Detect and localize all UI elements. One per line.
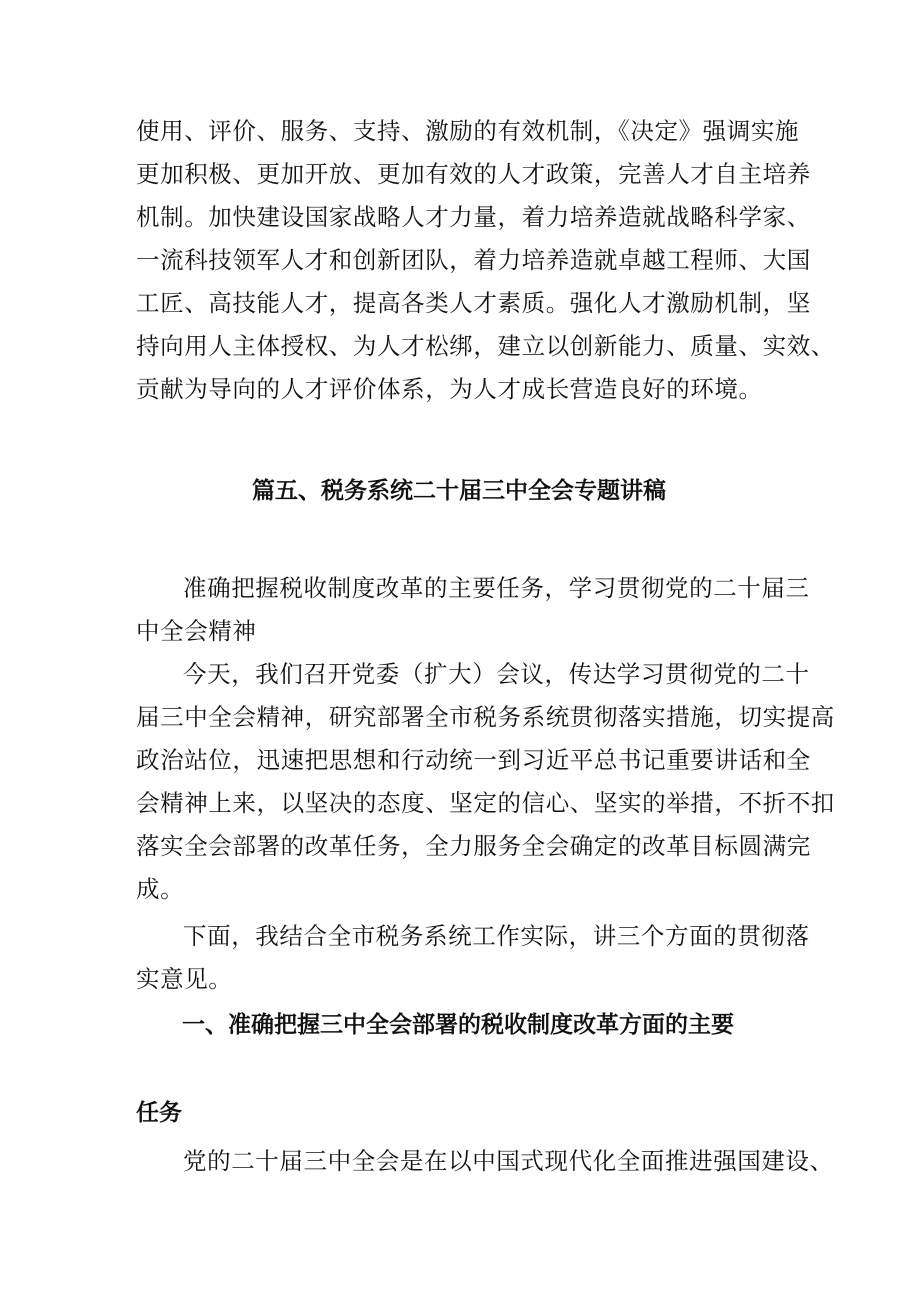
para1-line-1: 使用、评价、服务、支持、激励的有效机制，《决定》强调实施 [136, 117, 800, 145]
subtitle-line-2: 中全会精神 [136, 617, 257, 645]
para2-line-5: 落实全会部署的改革任务，全力服务全会确定的改革目标圆满完 [136, 832, 811, 860]
heading-1-line-1: 一、准确把握三中全会部署的税收制度改革方面的主要 [182, 1012, 734, 1038]
para1-line-6: 持向用人主体授权、为人才松绑，建立以创新能力、质量、实效、 [136, 332, 835, 360]
para2-line-2: 届三中全会精神，研究部署全市税务系统贯彻落实措施，切实提高 [136, 703, 835, 731]
para2-line-3: 政治站位，迅速把思想和行动统一到习近平总书记重要讲话和全 [136, 746, 811, 774]
para2-line-4: 会精神上来，以坚决的态度、坚定的信心、坚实的举措，不折不扣 [136, 789, 835, 817]
para1-line-3: 机制。加快建设国家战略人才力量，着力培养造就战略科学家、 [136, 203, 811, 231]
para2-line-1: 今天，我们召开党委（扩大）会议，传达学习贯彻党的二十 [183, 660, 810, 688]
heading-1-line-2: 任务 [136, 1100, 182, 1126]
para1-line-4: 一流科技领军人才和创新团队，着力培养造就卓越工程师、大国 [136, 246, 811, 274]
para2-line-6: 成。 [136, 875, 185, 903]
para1-line-2: 更加积极、更加开放、更加有效的人才政策，完善人才自主培养 [136, 160, 811, 188]
subtitle-line-1: 准确把握税收制度改革的主要任务，学习贯彻党的二十届三 [183, 574, 810, 602]
para1-line-5: 工匠、高技能人才，提高各类人才素质。强化人才激励机制，坚 [136, 289, 811, 317]
para1-line-7: 贡献为导向的人才评价体系，为人才成长营造良好的环境。 [136, 375, 763, 403]
section-title: 篇五、税务系统二十届三中全会专题讲稿 [252, 478, 666, 504]
para3-line-1: 下面，我结合全市税务系统工作实际，讲三个方面的贯彻落 [183, 922, 810, 950]
para4-line-1: 党的二十届三中全会是在以中国式现代化全面推进强国建设、 [183, 1147, 834, 1175]
para3-line-2: 实意见。 [136, 965, 233, 993]
